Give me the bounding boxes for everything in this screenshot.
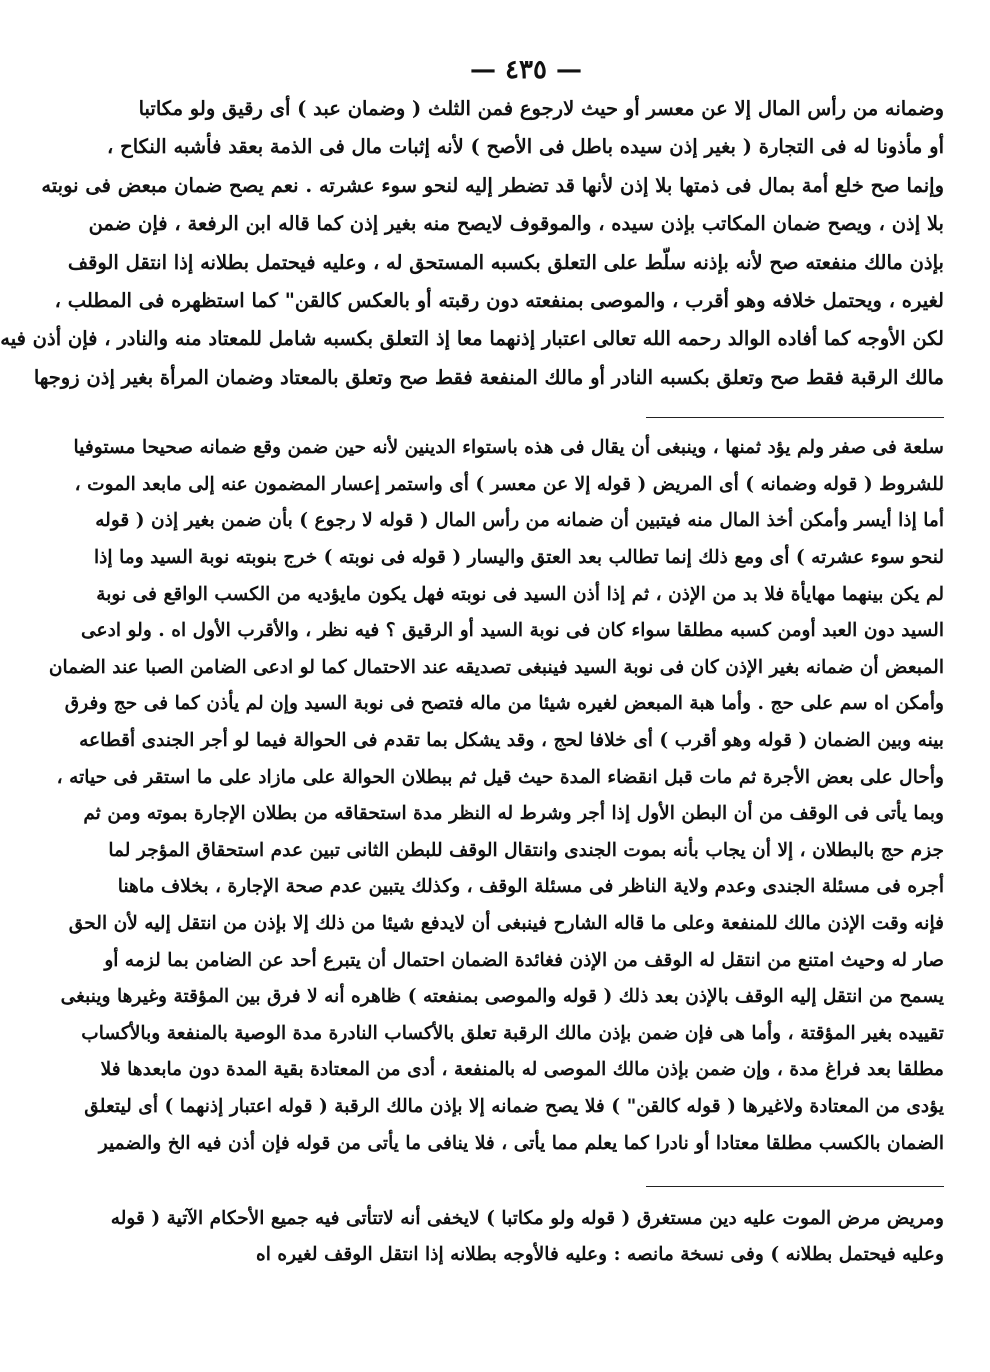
footnote-block (108, 1201, 944, 1273)
commentary-line: للشروط ( قوله وضمانه ) أى المريض ( قوله إلا عن معسر ) أى واستمر إعسار المضمون عنه إلى مابعد الموت ، (74, 473, 944, 495)
commentary-block (48, 430, 944, 1162)
commentary-line: مطلقا بعد فراغ مدة ، وإن ضمن بإذن مالك الموصى له بالمنفعة ، أدى من المعتادة بقية المدة دون مابعدها فلا (100, 1059, 944, 1081)
commentary-line: السيد دون العبد أومن كسبه مطلقا سواء كان فى نوبة السيد أو الرقيق ؟ فيه نظر ، والأقرب الأول اه . ولو ادعى (81, 620, 944, 642)
commentary-line: لم يكن بينهما مهايأة فلا بد من الإذن ، ثم إذا أذن السيد فى نوبته فهل يكون مايؤديه من الكسب الواقع فى نوبة (96, 583, 944, 605)
commentary-line: بينه وبين الضمان ( قوله وهو أقرب ) أى خلافا لحج ، وقد يشكل بما تقدم فى الحوالة فيما لو أجر الجندى أقطاعه (79, 730, 944, 751)
main-text-line: أو مأذونا له فى التجارة ( بغير إذن سيده باطل فى الأصح ) لأنه إثبات مال فى الذمة بعقد فأشبه النكاح ، (107, 135, 944, 159)
main-text-line: وضمانه من رأس المال إلا عن معسر أو حيث لارجوع فمن الثلث ( وضمان عبد ) أى رقيق ولو مكاتبا (138, 97, 944, 120)
main-text-line: مالك الرقبة فقط صح وتعلق بكسبه النادر أو مالك المنفعة فقط صح وتعلق بالمعتاد وضمان المرأة بغير إذن زوجها (33, 365, 944, 389)
commentary-line: الضمان بالكسب مطلقا معتادا أو نادرا كما يعلم مما يأتى ، فلا ينافى ما يأتى من قوله فإن أذن فيه الخ والضمير (98, 1132, 944, 1154)
commentary-line: وبما يأتى فى الوقف من أن البطن الأول إذا أجر وشرط له النظر مدة استحقاقه من بطلان الإجارة بموته ومن ثم (83, 803, 944, 825)
main-text-line: بلا إذن ، ويصح ضمان المكاتب بإذن سيده ، والموقوف لايصح منه بغير إذن كما قاله ابن الرفعة ، فإن ضمن (88, 212, 944, 236)
footnote-line: وعليه فيحتمل بطلانه ) وفى نسخة مانصه : وعليه فالأوجه بطلانه إذا انتقل الوقف لغيره اه (255, 1244, 944, 1266)
main-text-line: لغيره ، ويحتمل خلافه وهو أقرب ، والموصى بمنفعته دون رقبته أو بالعكس كالقن" كما استظهره فى المطلب ، (54, 289, 944, 313)
footnote-line: ومريض مرض الموت عليه دين مستغرق ( قوله ولو مكاتبا ) لايخفى أنه لاتتأتى فيه جميع الأحكام الآتية ( قوله (110, 1208, 944, 1230)
main-text-line: بإذن مالك منفعته صح لأنه بإذنه سلّط على التعلق بكسبه المستحق له ، وعليه فيحتمل بطلانه إذا انتقل الوقف (67, 250, 944, 274)
main-text-block (0, 90, 944, 397)
commentary-line: أجره فى مسئلة الجندى وعدم ولاية الناظر فى مسئلة الوقف ، وكذلك يتبين عدم صحة الإجارة ، بخلاف ماهنا (117, 876, 944, 898)
commentary-line: فإنه وقت الإذن مالك للمنفعة وعلى ما قاله الشارح فينبغى أن لايدفع شيئا من ذلك إلا بإذن من انتقل إليه لأن الحق (68, 912, 944, 934)
commentary-line: وأحال على بعض الأجرة ثم مات قبل انقضاء المدة حيث قيل ثم ببطلان الحوالة على مازاد على ما استقر فى حياته ، (56, 766, 944, 788)
commentary-line: صار له وحيث امتنع من انتقل له الوقف من الإذن فغائدة الضمان احتمال أن يتبرع أحد عن الضامن بما لزمه أو (104, 949, 944, 971)
commentary-line: سلعة فى صفر ولم يؤد ثمنها ، وينبغى أن يقال فى هذه باستواء الدينين لأنه حين ضمن وقع ضمانه صحيحا مستوفيا (73, 437, 944, 459)
commentary-line: تقييده بغير المؤقتة ، وأما هى فإن ضمن بإذن مالك الرقبة تعلق بالأكساب النادرة مدة الوصية بالمنفعة وبالأكساب (81, 1022, 944, 1044)
page-number: — ٤٣٥ — (469, 55, 583, 85)
main-text-line: وإنما صح خلع أمة بمال فى ذمتها بلا إذن لأنها قد تضطر إليه لنحو سوء عشرته . نعم يصح ضمان مبعض فى نوبته (41, 173, 944, 197)
commentary-line: وأمكن اه سم على حج . وأما هبة المبعض لغيره شيئا من ماله فتصح فى نوبة السيد وإن لم يأذن كما فى حج وفرق (64, 693, 944, 715)
commentary-line: يسمح من انتقل إليه الوقف بالإذن بعد ذلك ( قوله والموصى بمنفعته ) ظاهره أنه لا فرق بين المؤقتة وغيرها وينبغى (60, 986, 944, 1008)
commentary-line: يؤدى من المعتادة ولاغيرها ( قوله كالقن" ) فلا يصح ضمانه إلا بإذن مالك الرقبة ( قوله اعتبار إذنهما ) أى ليتعلق (84, 1095, 944, 1117)
commentary-line: لنحو سوء عشرته ) أى ومع ذلك إنما تطالب بعد العتق واليسار ( قوله فى نوبته ) خرج بنوبته نوبة السيد وما إذا (93, 547, 944, 569)
commentary-line: أما إذا أيسر وأمكن أخذ المال منه فيتبين أن ضمانه من رأس المال ( قوله لا رجوع ) بأن ضمن بغير إذن ( قوله (95, 510, 944, 532)
section-divider (646, 1186, 944, 1187)
commentary-line: المبعض أن ضمانه بغير الإذن كان فى نوبة السيد فينبغى تصديقه عند الاحتمال كما لو ادعى الضامن الصبا عند الضمان (48, 656, 944, 678)
main-text-line: لكن الأوجه كما أفاده الوالد رحمه الله تعالى اعتبار إذنهما معا إذ التعلق بكسبه شامل للمعتاد منه والنادر ، فإن أذن فيه (0, 327, 944, 351)
section-divider (646, 417, 944, 418)
commentary-line: جزم حج بالبطلان ، إلا أن يجاب بأنه بموت الجندى وانتقال الوقف للبطن الثانى تبين عدم استحقاق المؤجر لما (108, 839, 944, 861)
book-page (0, 50, 944, 1273)
